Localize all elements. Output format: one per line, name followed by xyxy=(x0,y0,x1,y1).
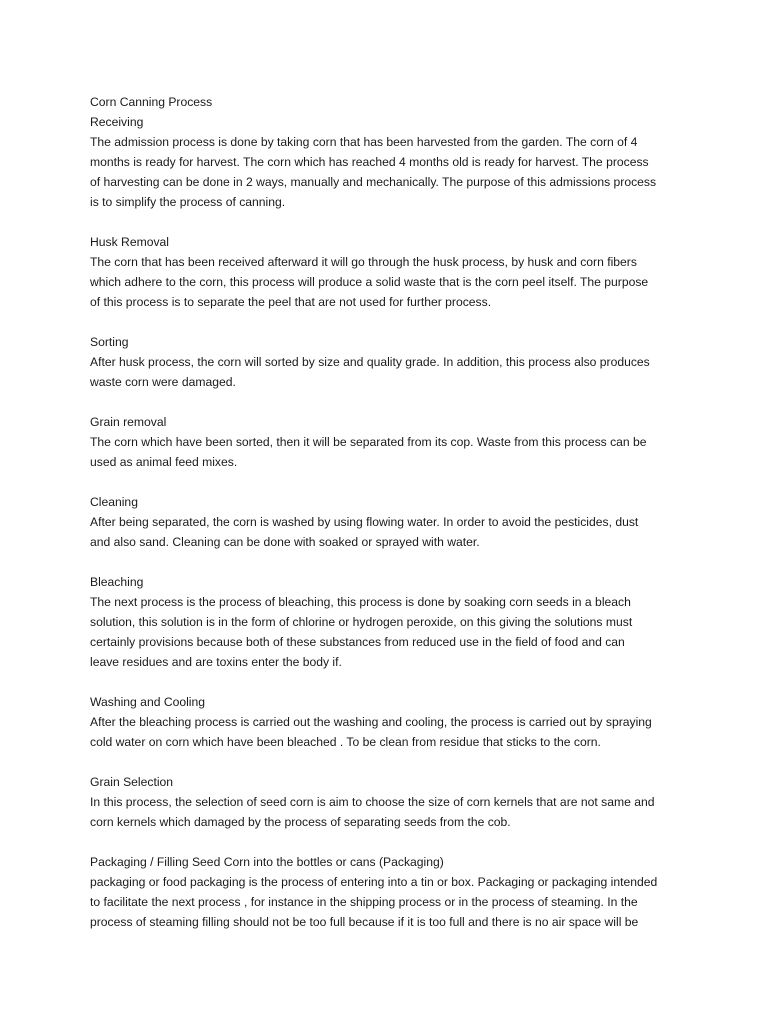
section-husk-removal xyxy=(90,232,690,312)
paragraph-line: In this process, the selection of seed corn is aim to choose the size of corn kernels that are not same and xyxy=(90,795,655,809)
paragraph-line: waste corn were damaged. xyxy=(90,375,236,389)
paragraph-line: months is ready for harvest. The corn which has reached 4 months old is ready for harvest. The process xyxy=(90,155,649,169)
section-grain-removal xyxy=(90,412,690,472)
paragraph-line: The admission process is done by taking corn that has been harvested from the garden. The corn of 4 xyxy=(90,135,638,149)
paragraph-line: certainly provisions because both of these substances from reduced use in the field of food and can xyxy=(90,635,625,649)
paragraph-line: The corn that has been received afterward it will go through the husk process, by husk and corn fibers xyxy=(90,255,637,269)
section-bleaching xyxy=(90,572,690,672)
section-receiving xyxy=(90,112,690,212)
paragraph-line: packaging or food packaging is the process of entering into a tin or box. Packaging or packaging intended xyxy=(90,875,658,889)
section-heading: Receiving xyxy=(90,115,144,129)
section-heading: Packaging / Filling Seed Corn into the bottles or cans (Packaging) xyxy=(90,855,444,869)
paragraph-line: of harvesting can be done in 2 ways, manually and mechanically. The purpose of this admissions process xyxy=(90,175,657,189)
paragraph-line: After the bleaching process is carried out the washing and cooling, the process is carried out by spraying xyxy=(90,715,652,729)
paragraph-line: After husk process, the corn will sorted by size and quality grade. In addition, this process also produces xyxy=(90,355,650,369)
section-heading: Husk Removal xyxy=(90,235,169,249)
section-grain-selection xyxy=(90,772,690,832)
paragraph-line: is to simplify the process of canning. xyxy=(90,195,286,209)
paragraph-line: process of steaming filling should not be too full because if it is too full and there is no air space will be xyxy=(90,915,639,929)
paragraph-line: cold water on corn which have been bleached . To be clean from residue that sticks to the corn. xyxy=(90,735,601,749)
paragraph-line: to facilitate the next process , for instance in the shipping process or in the process of steaming. In the xyxy=(90,895,638,909)
section-washing-and-cooling xyxy=(90,692,690,752)
paragraph-line: used as animal feed mixes. xyxy=(90,455,238,469)
paragraph-line: After being separated, the corn is washed by using flowing water. In order to avoid the pesticides, dust xyxy=(90,515,639,529)
section-heading: Cleaning xyxy=(90,495,138,509)
paragraph-line: The next process is the process of bleaching, this process is done by soaking corn seeds in a bleach xyxy=(90,595,631,609)
section-heading: Grain removal xyxy=(90,415,167,429)
section-heading: Washing and Cooling xyxy=(90,695,206,709)
section-heading: Grain Selection xyxy=(90,775,174,789)
section-sorting xyxy=(90,332,690,392)
paragraph-line: which adhere to the corn, this process will produce a solid waste that is the corn peel itself. The purpose xyxy=(90,275,649,289)
paragraph-line: and also sand. Cleaning can be done with soaked or sprayed with water. xyxy=(90,535,480,549)
section-heading: Sorting xyxy=(90,335,129,349)
paragraph-line: corn kernels which damaged by the process of separating seeds from the cob. xyxy=(90,815,511,829)
document-title: Corn Canning Process xyxy=(90,95,213,109)
paragraph-line: of this process is to separate the peel that are not used for further process. xyxy=(90,295,492,309)
paragraph-line: solution, this solution is in the form of chlorine or hydrogen peroxide, on this giving the solutions must xyxy=(90,615,633,629)
document-page xyxy=(90,92,690,932)
paragraph-line: The corn which have been sorted, then it will be separated from its cop. Waste from this process can be xyxy=(90,435,647,449)
section-heading: Bleaching xyxy=(90,575,144,589)
paragraph-line: leave residues and are toxins enter the body if. xyxy=(90,655,342,669)
section-cleaning xyxy=(90,492,690,552)
section-packaging xyxy=(90,852,690,932)
